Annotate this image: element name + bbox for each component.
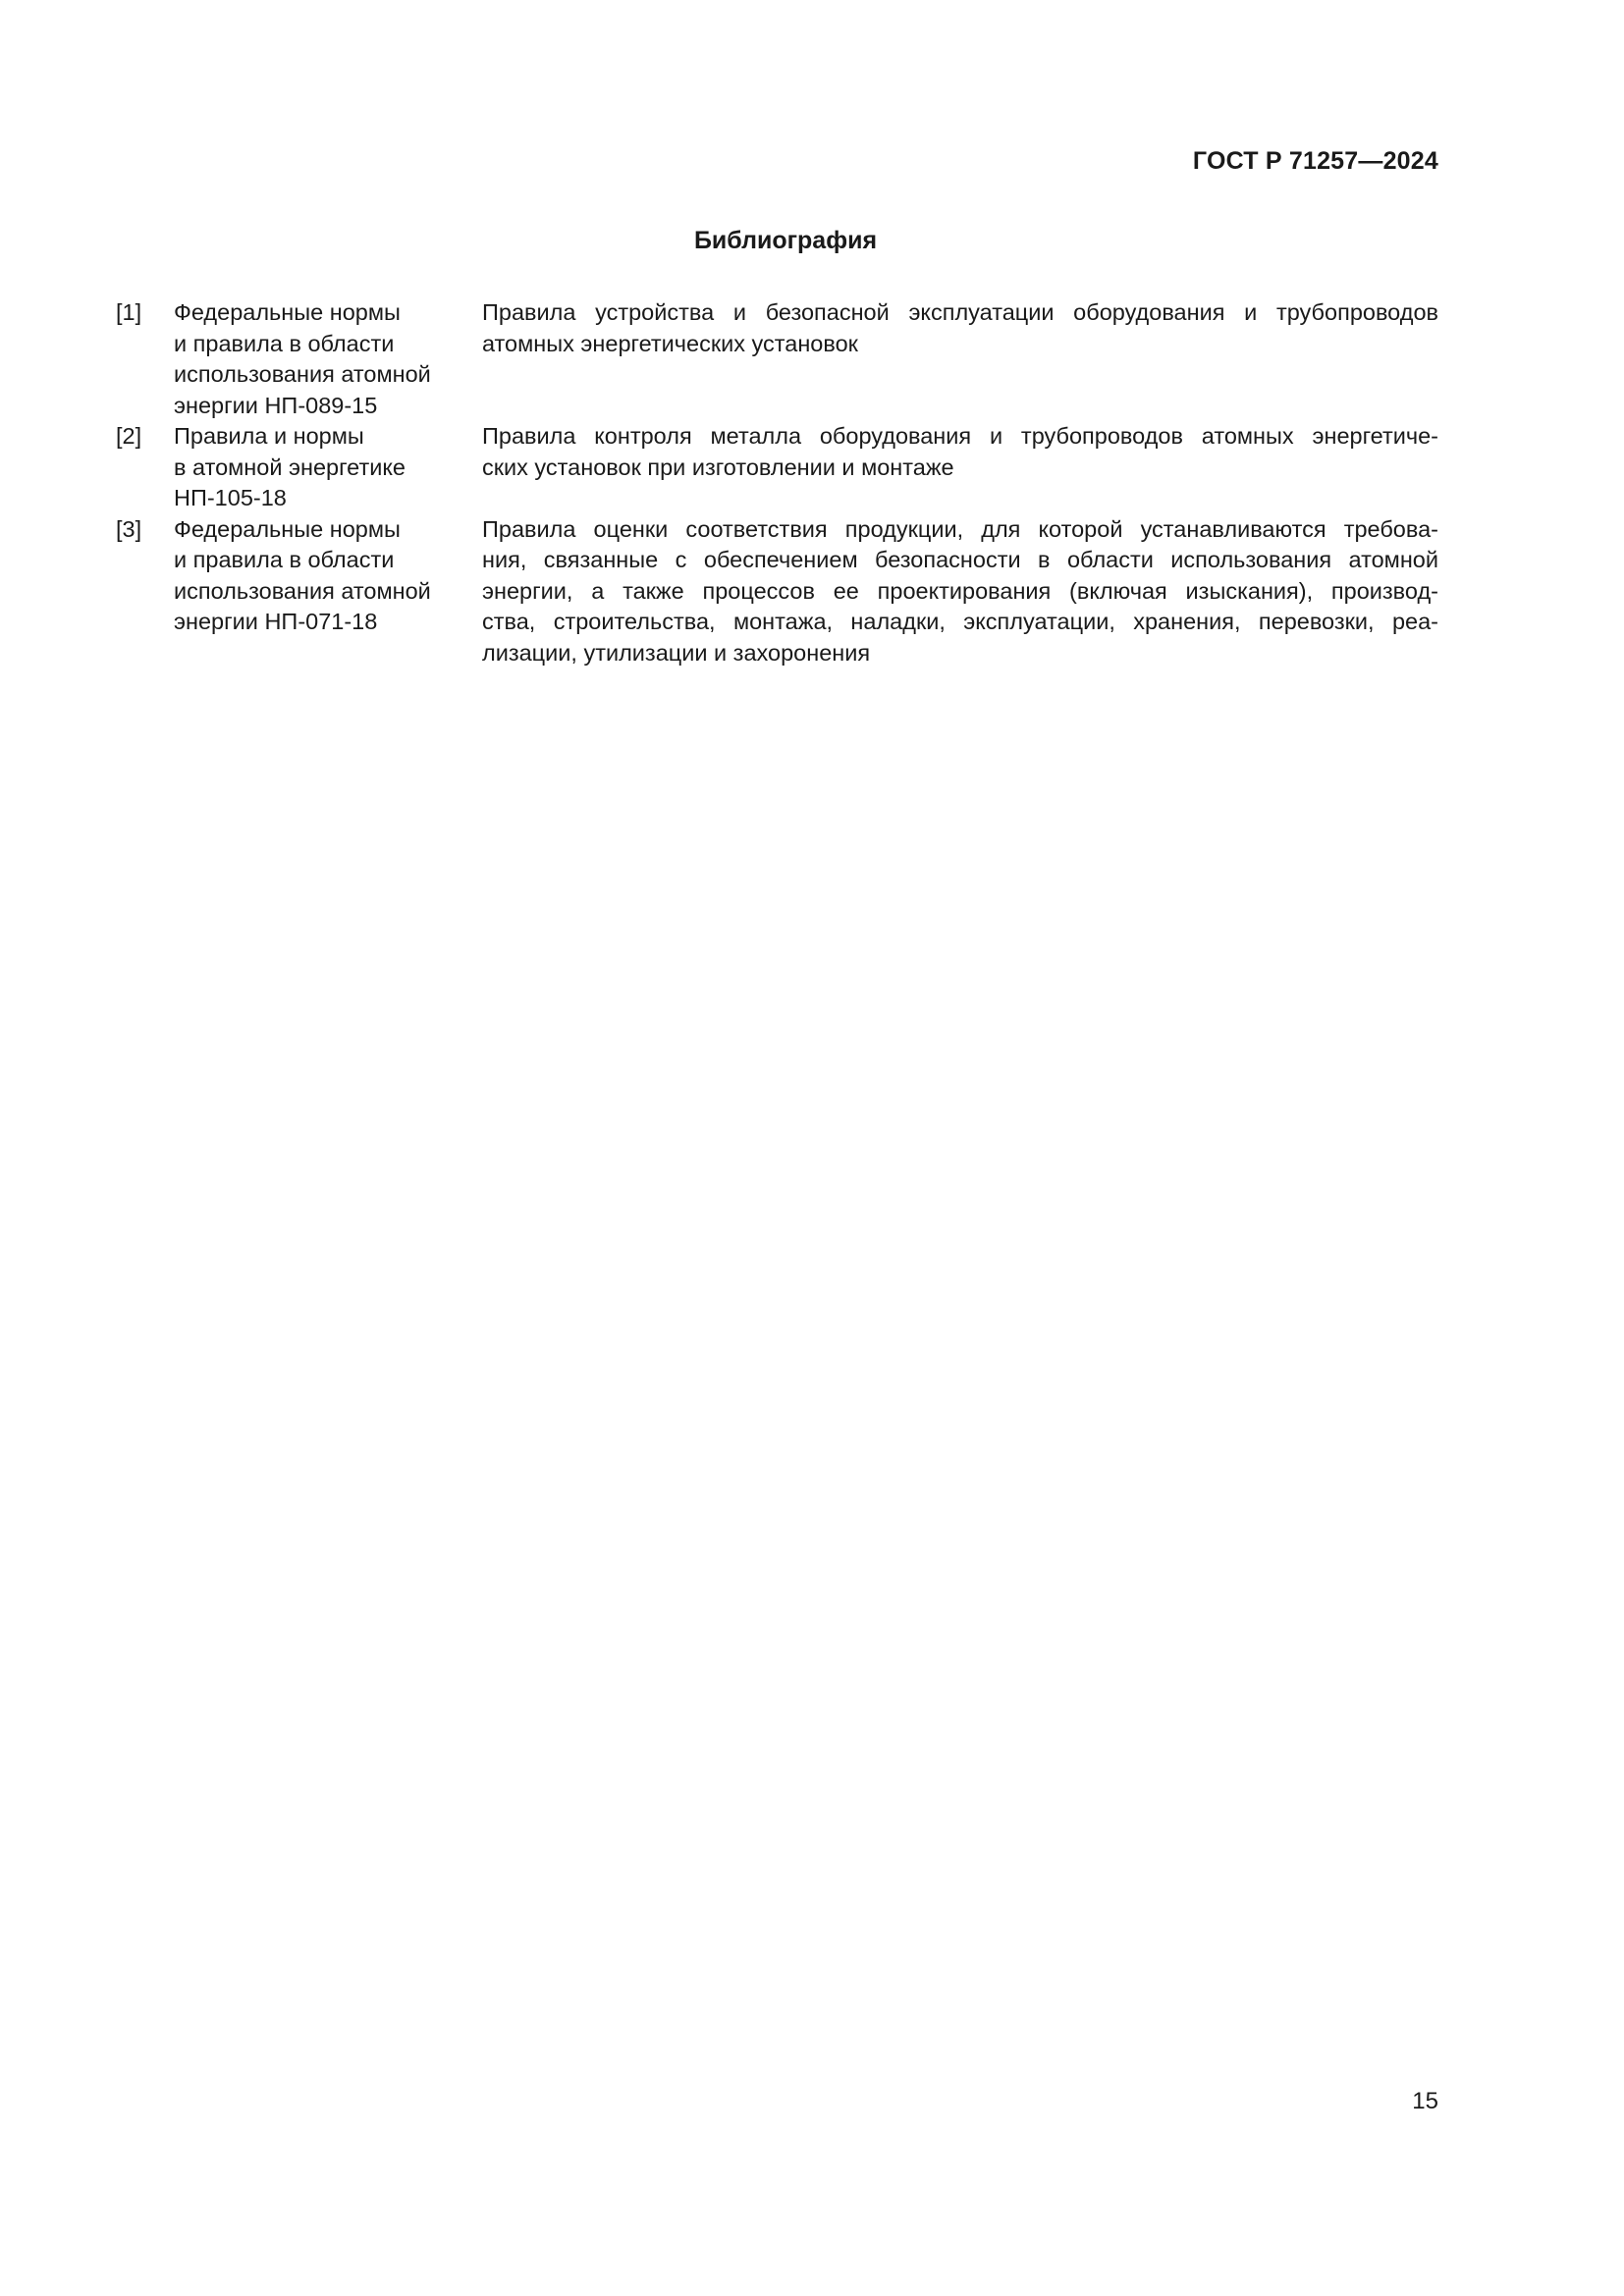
bibliography-entry	[116, 421, 1438, 514]
entry-source	[174, 421, 482, 514]
entry-source-line: Правила и нормы	[174, 423, 364, 449]
entry-source-line: энергии НП-071-18	[174, 609, 378, 634]
entry-description-line: энергии, а также процессов ее проектирования (включая изыскания), производ-	[482, 577, 1438, 604]
page-number: 15	[1412, 2088, 1438, 2114]
entry-source-line: энергии НП-089-15	[174, 392, 378, 418]
entry-description-line: Правила устройства и безопасной эксплуатации оборудования и трубопроводов	[482, 299, 1438, 325]
section-title: Библиография	[693, 227, 878, 254]
entry-description	[482, 421, 1438, 514]
entry-description-line: атомных энергетических установок	[482, 330, 858, 356]
entry-number: [2]	[116, 423, 142, 449]
bibliography-list	[116, 297, 1438, 668]
entry-description-line: ства, строительства, монтажа, наладки, эксплуатации, хранения, перевозки, реа-	[482, 609, 1438, 634]
entry-source-line: и правила в области	[174, 330, 395, 356]
bibliography-entry	[116, 514, 1438, 669]
entry-description-line: Правила контроля металла оборудования и трубопроводов атомных энергетиче-	[482, 423, 1438, 449]
entry-number: [3]	[116, 515, 142, 542]
entry-description	[482, 297, 1438, 421]
entry-source-line: в атомной энергетике	[174, 454, 406, 480]
entry-source-line: использования атомной	[174, 577, 431, 604]
entry-source	[174, 297, 482, 421]
entry-number: [1]	[116, 299, 142, 325]
entry-source	[174, 514, 482, 669]
entry-description	[482, 514, 1438, 669]
entry-source-line: НП-105-18	[174, 485, 287, 510]
document-code: ГОСТ Р 71257—2024	[1192, 147, 1438, 175]
entry-description-line: лизации, утилизации и захоронения	[482, 639, 871, 666]
entry-source-line: Федеральные нормы	[174, 299, 401, 325]
entry-source-line: использования атомной	[174, 361, 431, 387]
entry-description-line: ния, связанные с обеспечением безопасности в области использования атомной	[482, 547, 1438, 572]
entry-source-line: Федеральные нормы	[174, 515, 401, 542]
entry-description-line: Правила оценки соответствия продукции, для которой устанавливаются требова-	[482, 515, 1438, 542]
entry-description-line: ских установок при изготовлении и монтаже	[482, 454, 954, 480]
bibliography-entry	[116, 297, 1438, 421]
entry-source-line: и правила в области	[174, 547, 395, 572]
